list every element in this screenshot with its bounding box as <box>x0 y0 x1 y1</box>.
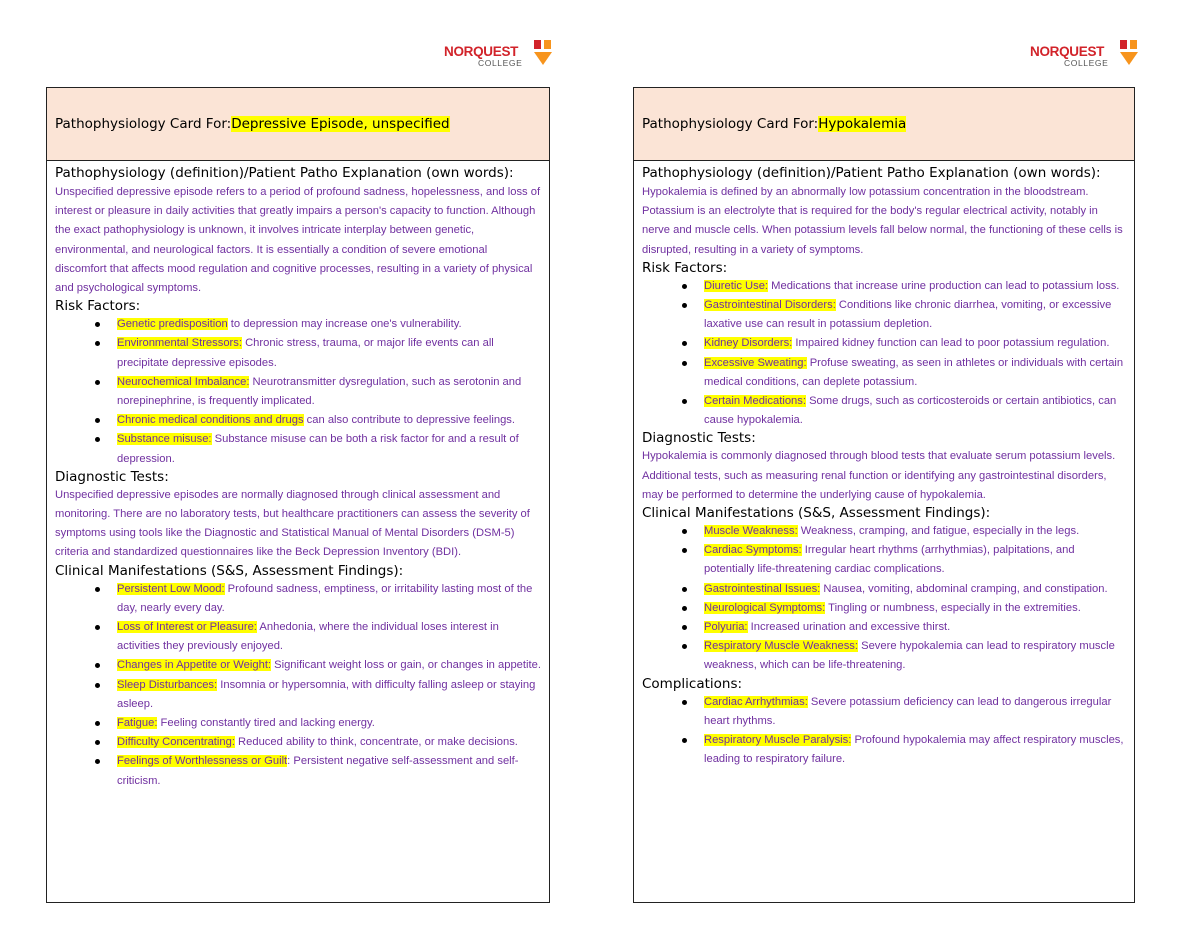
list-item-desc: Irregular heart rhythms (arrhythmias), palpitations, and potentially life-threatening cardiac complications. <box>704 544 1075 576</box>
list-item-term: Cardiac Arrhythmias: <box>704 695 808 708</box>
risk-heading: Risk Factors: <box>55 298 141 315</box>
list-item-desc: Feeling constantly tired and lacking energy. <box>157 717 375 730</box>
list-item-term: Neurological Symptoms: <box>704 601 826 614</box>
risk-heading: Risk Factors: <box>642 259 728 276</box>
list-item-term: Feelings of Worthlessness or Guilt <box>117 755 288 768</box>
list-item <box>117 618 541 656</box>
list-item <box>117 656 541 675</box>
list-item <box>704 731 1126 769</box>
card-header-condition: Hypokalemia <box>818 116 907 132</box>
list-item-term: Persistent Low Mood: <box>117 582 225 595</box>
list-item-desc: Insomnia or hypersomnia, with difficulty falling asleep or staying asleep. <box>117 678 536 710</box>
list-item <box>704 277 1126 296</box>
list-item-desc: Severe potassium deficiency can lead to dangerous irregular heart rhythms. <box>704 695 1112 727</box>
card-header <box>634 88 1134 161</box>
list-item-term: Difficulty Concentrating: <box>117 736 235 749</box>
list-item <box>704 522 1126 541</box>
diag-text: Hypokalemia is commonly diagnosed through blood tests that evaluate serum potassium levels. Additional tests, such as measuring renal function or identifying any gastrointestinal disorders, may be performed to determine the underlying cause of hypokalemia. <box>642 450 1116 501</box>
list-item-term: Diuretic Use: <box>704 279 769 292</box>
logo-sub: COLLEGE <box>1064 58 1109 68</box>
list-item-term: Changes in Appetite or Weight: <box>117 659 272 672</box>
list-item-term: Respiratory Muscle Weakness: <box>704 640 858 653</box>
diag-heading: Diagnostic Tests: <box>642 430 756 447</box>
norquest-logo <box>444 28 554 78</box>
diag-text: Unspecified depressive episodes are normally diagnosed through clinical assessment and monitoring. There are no laboratory tests, but healthcare practitioners can assess the severity of symptoms using tools like the Diagnostic and Statistical Manual of Mental Disorders (DSM-5) criteria and standardized questionnaires like the Beck Depression Inventory (BDI). <box>55 488 530 559</box>
risk-list <box>55 315 541 469</box>
risk-list <box>642 277 1126 431</box>
list-item-desc: Medications that increase urine production can lead to potassium loss. <box>768 279 1120 292</box>
list-item <box>704 392 1126 430</box>
list-item-desc: Some drugs, such as corticosteroids or certain antibiotics, can cause hypokalemia. <box>704 395 1117 427</box>
list-item-term: Polyuria: <box>704 621 748 634</box>
list-item-desc: Conditions like chronic diarrhea, vomiting, or excessive laxative use can result in potassium depletion. <box>704 299 1112 331</box>
card-header <box>47 88 549 161</box>
list-item-desc: Reduced ability to think, concentrate, or make decisions. <box>234 736 518 749</box>
list-item <box>117 714 541 733</box>
list-item <box>117 580 541 618</box>
list-item-term: Kidney Disorders: <box>704 337 793 350</box>
logo-mark-icon <box>1118 40 1140 66</box>
list-item-desc: Profuse sweating, as seen in athletes or individuals with certain medical conditions, can deplete potassium. <box>704 356 1124 388</box>
list-item-term: Sleep Disturbances: <box>117 678 218 691</box>
list-item-desc: Severe hypokalemia can lead to respiratory muscle weakness, which can be life-threatening. <box>704 640 1115 672</box>
list-item <box>704 693 1126 731</box>
logo-name: NORQUEST <box>444 44 519 59</box>
list-item-desc: can also contribute to depressive feelings. <box>303 414 516 427</box>
clin-list <box>642 522 1126 676</box>
logo-mark-icon <box>532 40 554 66</box>
patho-heading: Pathophysiology (definition)/Patient Patho Explanation (own words): <box>55 165 514 181</box>
list-item-term: Environmental Stressors: <box>117 337 242 350</box>
list-item-desc: Substance misuse can be both a risk factor for and a result of depression. <box>117 433 519 465</box>
list-item <box>704 296 1126 334</box>
logo-sub: COLLEGE <box>478 58 523 68</box>
list-item <box>704 541 1126 579</box>
list-item-term: Excessive Sweating: <box>704 356 807 369</box>
list-item <box>704 354 1126 392</box>
patho-heading: Pathophysiology (definition)/Patient Patho Explanation (own words): <box>642 165 1101 181</box>
clin-heading: Clinical Manifestations (S&S, Assessment Findings): <box>55 562 404 579</box>
list-item-desc: Increased urination and excessive thirst. <box>747 621 951 634</box>
list-item-term: Genetic predisposition <box>117 318 228 331</box>
list-item-desc: to depression may increase one's vulnerability. <box>227 318 462 331</box>
card-header-prefix: Pathophysiology Card For: <box>642 116 819 132</box>
list-item <box>704 599 1126 618</box>
list-item-term: Respiratory Muscle Paralysis: <box>704 734 852 747</box>
list-item-term: Chronic medical conditions and drugs <box>117 414 304 427</box>
clin-list <box>55 580 541 791</box>
list-item <box>117 315 541 334</box>
list-item <box>704 637 1126 675</box>
patho-text: Hypokalemia is defined by an abnormally low potassium concentration in the bloodstream. Potassium is an electrolyte that is required for the body's regular electrical activity, notably in nerve and muscle cells. When potassium levels fall below normal, the functioning of these cells is disrupted, resulting in a variety of symptoms. <box>642 186 1123 256</box>
list-item-term: Gastrointestinal Issues: <box>704 582 821 595</box>
list-item-term: Fatigue: <box>117 717 158 730</box>
list-item-desc: Profound hypokalemia may affect respiratory muscles, leading to respiratory failure. <box>704 734 1124 766</box>
list-item-desc: Anhedonia, where the individual loses interest in activities they previously enjoyed. <box>117 621 499 653</box>
list-item <box>117 733 541 752</box>
list-item-term: Substance misuse: <box>117 433 212 446</box>
norquest-logo <box>1030 28 1140 78</box>
list-item <box>117 676 541 714</box>
list-item-desc: Weakness, cramping, and fatigue, especially in the legs. <box>797 525 1080 538</box>
list-item-term: Neurochemical Imbalance: <box>117 375 250 388</box>
list-item-term: Loss of Interest or Pleasure: <box>117 621 257 634</box>
comp-heading: Complications: <box>642 675 743 692</box>
patho-card-left <box>46 87 550 903</box>
clin-heading: Clinical Manifestations (S&S, Assessment Findings): <box>642 505 991 522</box>
list-item-desc: Tingling or numbness, especially in the extremities. <box>825 601 1081 614</box>
list-item-desc: Chronic stress, trauma, or major life events can all precipitate depressive episodes. <box>117 337 494 369</box>
patho-card-right <box>633 87 1135 903</box>
logo-name: NORQUEST <box>1030 44 1105 59</box>
list-item <box>704 618 1126 637</box>
list-item-term: Certain Medications: <box>704 395 806 408</box>
list-item <box>117 334 541 372</box>
list-item-term: Cardiac Symptoms: <box>704 544 802 557</box>
list-item-desc: : Persistent negative self-assessment and self-criticism. <box>117 755 519 787</box>
list-item-desc: Significant weight loss or gain, or changes in appetite. <box>271 659 541 672</box>
list-item-term: Muscle Weakness: <box>704 525 798 538</box>
list-item <box>704 580 1126 599</box>
comp-list <box>642 693 1126 770</box>
list-item <box>117 752 541 790</box>
list-item <box>117 373 541 411</box>
list-item-desc: Neurotransmitter dysregulation, such as serotonin and norepinephrine, is frequently implicated. <box>117 375 522 408</box>
list-item-desc: Nausea, vomiting, abdominal cramping, and constipation. <box>820 582 1108 595</box>
card-header-prefix: Pathophysiology Card For: <box>55 116 232 132</box>
list-item-desc: Impaired kidney function can lead to poor potassium regulation. <box>792 337 1110 350</box>
diag-heading: Diagnostic Tests: <box>55 468 169 485</box>
patho-text: Unspecified depressive episode refers to a period of profound sadness, hopelessness, and loss of interest or pleasure in daily activities that greatly impairs a person's capacity to function. Although the exact pathophysiology is unknown, it involves intricate interplay between genetic, environmental, and neurological factors. It is essentially a condition of severe emotional discomfort that affects mood regulation and cognitive processes, resulting in a variety of physical and psychological symptoms. <box>55 186 541 295</box>
list-item <box>704 334 1126 353</box>
list-item-term: Gastrointestinal Disorders: <box>704 299 836 312</box>
card-header-condition: Depressive Episode, unspecified <box>231 116 450 132</box>
list-item-desc: Profound sadness, emptiness, or irritability lasting most of the day, nearly every day. <box>117 582 533 614</box>
list-item <box>117 411 541 430</box>
list-item <box>117 430 541 468</box>
